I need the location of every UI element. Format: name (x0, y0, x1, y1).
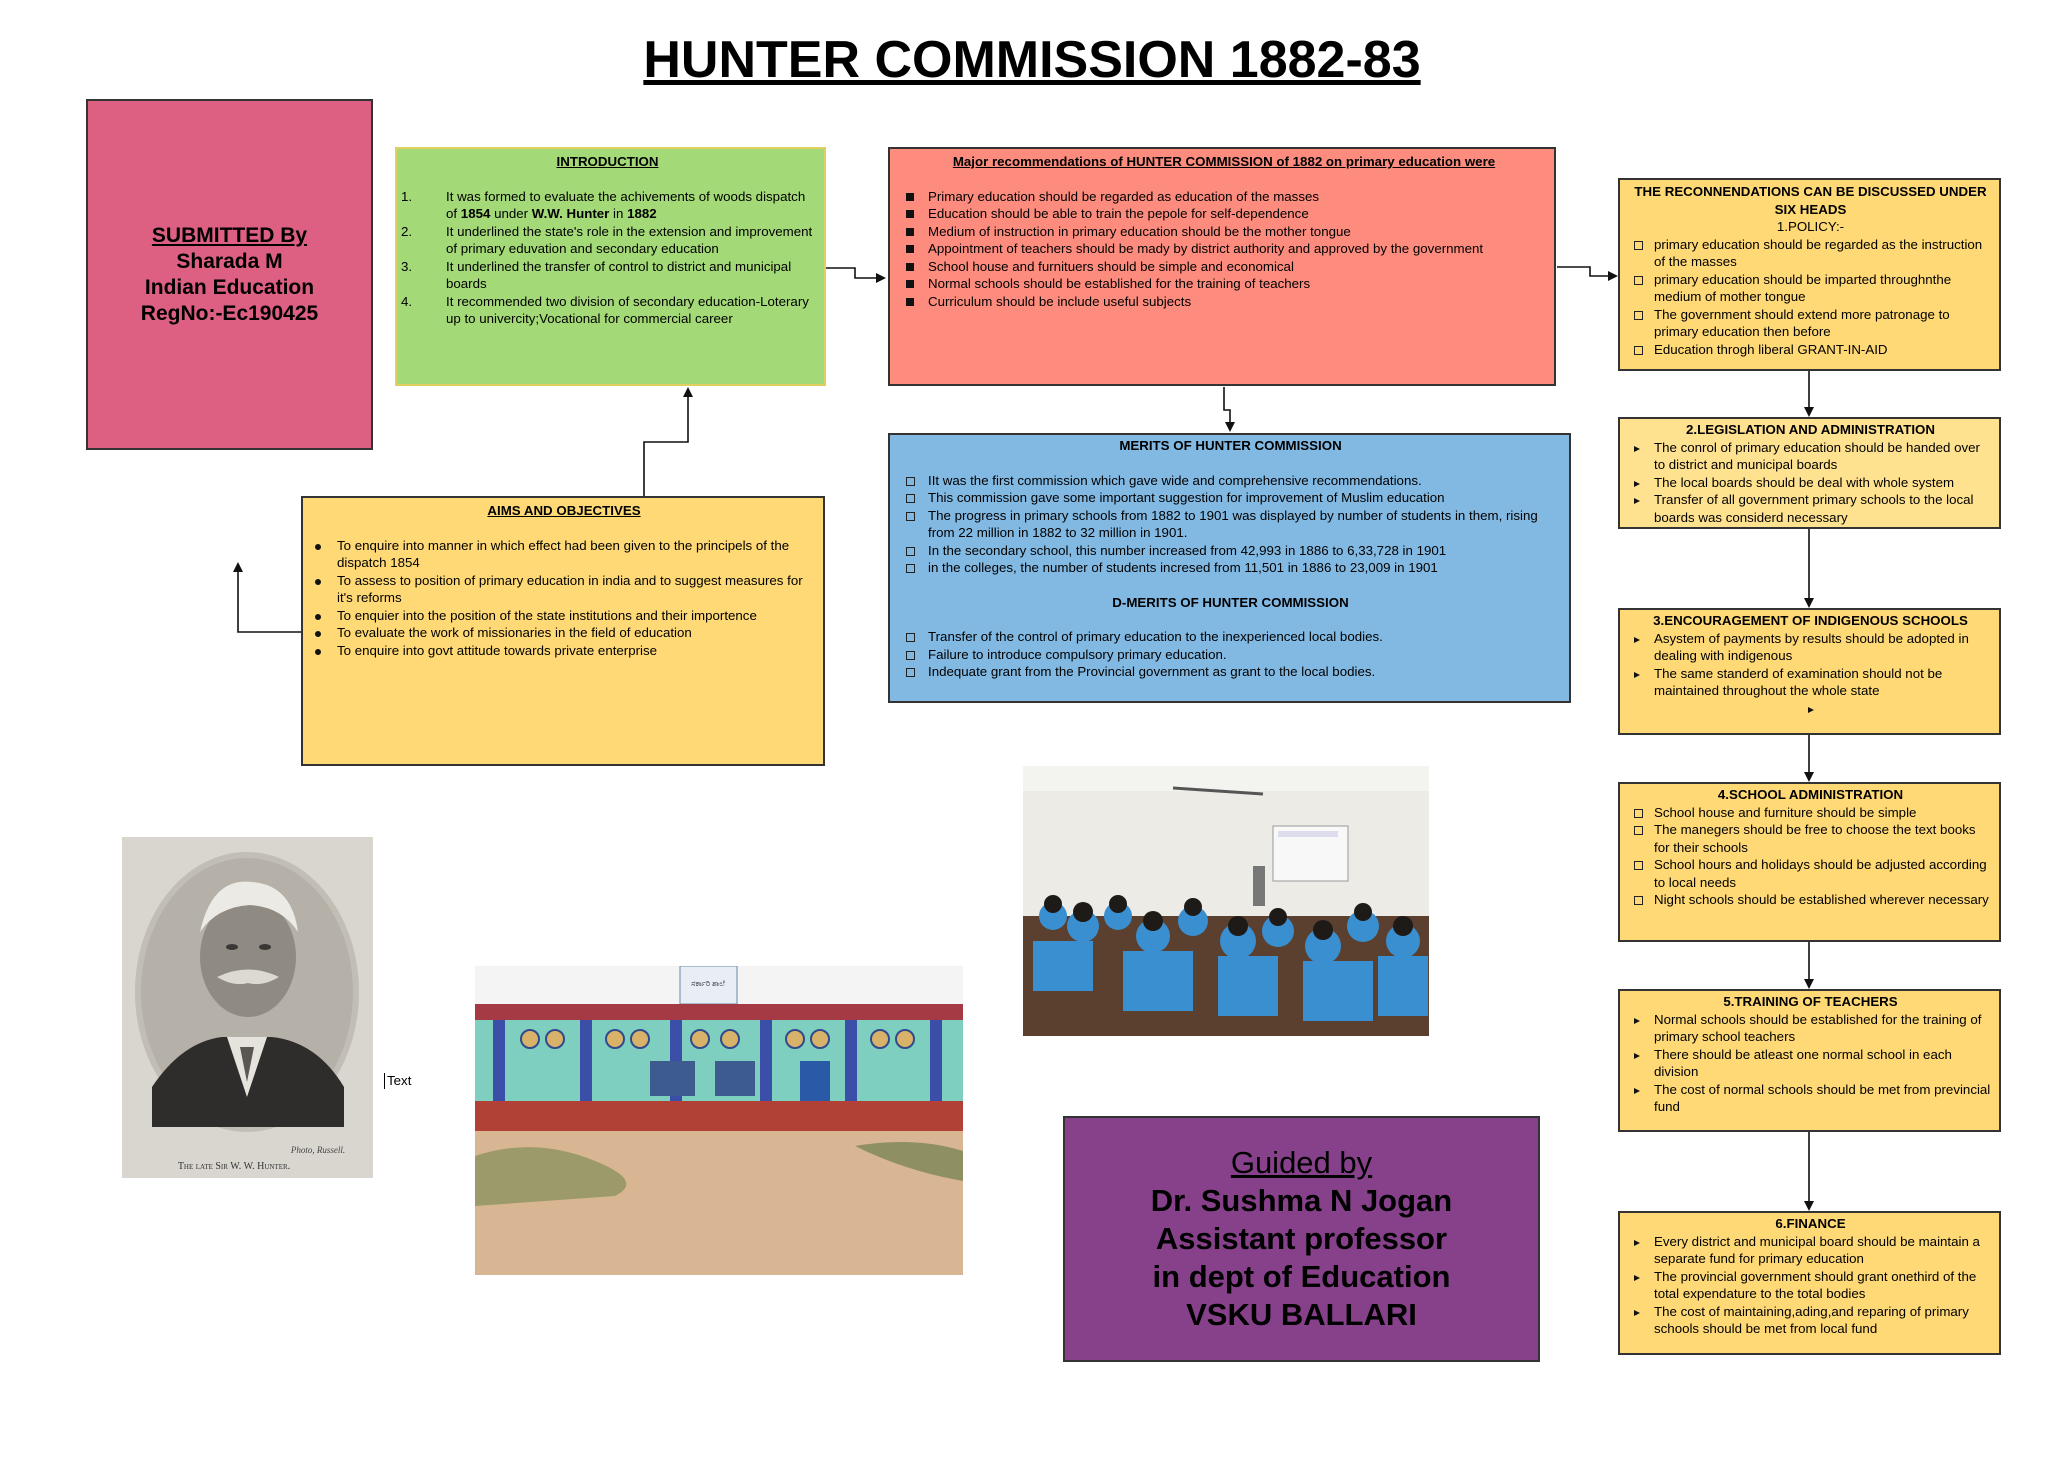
reg-number: RegNo:-Ec190425 (140, 301, 319, 325)
legislation-box (1618, 417, 2001, 529)
merit-item: in the colleges, the number of students incresed from 11,501 in 1886 to 23,009 in 1901 (902, 559, 1559, 577)
demerit-item: Transfer of the control of primary education to the inexperienced local bodies. (902, 628, 1559, 646)
merit-item: The progress in primary schools from 1882 to 1901 was displayed by number of students in them, rising from 22 million in 1882 to 32 million in 1901. (902, 507, 1559, 542)
intro-num: 2. (401, 223, 413, 239)
demerit-item: Indequate grant from the Provincial government as grant to the local bodies. (902, 663, 1559, 681)
school-sign: ಸರ್ಕಾರಿ ಶಾಲೆ (691, 979, 725, 988)
training-item: Normal schools should be established for the training of primary school teachers (1628, 1011, 1993, 1046)
legislation-item: Transfer of all government primary schools to the local boards was considerd necessary (1628, 491, 1993, 526)
major-item: Education should be able to train the pepole for self-dependence (902, 205, 1546, 223)
course-name: Indian Education (144, 275, 315, 299)
submitted-box (86, 99, 373, 450)
school-admin-item: The manegers should be free to choose the text books for their schools (1628, 821, 1993, 856)
arrow-major-to-heads (1557, 267, 1616, 276)
finance-item: The cost of maintaining,ading,and reparing of primary schools should be met from local fund (1628, 1303, 1993, 1338)
encouragement-item: The same standerd of examination should not be maintained throughout the whole state (1628, 665, 1993, 700)
major-recommendations-box (888, 147, 1556, 386)
six-heads-box (1618, 178, 2001, 371)
school-admin-title: 4.SCHOOL ADMINISTRATION (1717, 787, 1904, 802)
major-item: Appointment of teachers should be mady by district authority and approved by the government (902, 240, 1546, 258)
major-item: Medium of instruction in primary education should be the mother tongue (902, 223, 1546, 241)
portrait-credit: Photo, Russell. (290, 1145, 346, 1155)
policy-item: Education throgh liberal GRANT-IN-AID (1628, 341, 1993, 359)
aims-item: To enquire into manner in which effect had been given to the principels of the dispatch 1854 (311, 537, 817, 572)
demerit-item: Failure to introduce compulsory primary education. (902, 646, 1559, 664)
school-admin-item: School hours and holidays should be adjusted according to local needs (1628, 856, 1993, 891)
classroom-photo (1023, 766, 1429, 1036)
policy-item: primary education should be imparted throughnthe medium of mother tongue (1628, 271, 1993, 306)
six-heads-title: THE RECONNENDATIONS CAN BE DISCUSSED UNDER SIX HEADS (1634, 184, 1987, 217)
school-illustration (475, 966, 963, 1275)
submitter-name: Sharada M (176, 249, 283, 273)
policy-item: primary education should be regarded as the instruction of the masses (1628, 236, 1993, 271)
major-item: Normal schools should be established for the training of teachers (902, 275, 1546, 293)
legislation-title: 2.LEGISLATION AND ADMINISTRATION (1686, 422, 1935, 437)
arrow-aims-left (238, 564, 301, 632)
arrow-aims-to-intro (644, 389, 688, 496)
guide-role: Assistant professor (1155, 1221, 1448, 1256)
submitted-heading: SUBMITTED By (151, 223, 308, 247)
school-admin-box (1618, 782, 2001, 942)
major-item: Primary education should be regarded as education of the masses (902, 188, 1546, 206)
text-placeholder: Text (384, 1073, 411, 1089)
finance-item: The provincial government should grant onethird of the total expendature to the total bodies (1628, 1268, 1993, 1303)
merits-title: MERITS OF HUNTER COMMISSION (1119, 438, 1342, 453)
merits-box (888, 433, 1571, 703)
training-item: The cost of normal schools should be met from previncial fund (1628, 1081, 1993, 1116)
encouragement-title: 3.ENCOURAGEMENT OF INDIGENOUS SCHOOLS (1653, 613, 1968, 628)
guided-by-box (1063, 1116, 1540, 1362)
training-box (1618, 989, 2001, 1132)
introduction-title: INTRODUCTION (556, 154, 659, 169)
portrait-illustration (122, 837, 373, 1178)
intro-num: 4. (401, 293, 413, 309)
aims-item: To enquire into govt attitude towards private enterprise (311, 642, 817, 660)
finance-item: Every district and municipal board should be maintain a separate fund for primary education (1628, 1233, 1993, 1268)
intro-item: 2. It underlined the state's role in the extension and improvement of primary eduvation and secondary education (401, 223, 813, 256)
legislation-item: The local boards should be deal with whole system (1628, 474, 1993, 492)
finance-box (1618, 1211, 2001, 1355)
guided-heading: Guided by (1230, 1145, 1373, 1180)
school-building-photo (475, 966, 963, 1275)
intro-item: 1. It was formed to evaluate the achivements of woods dispatch of 1854 under W.W. Hunter in 1882 (401, 188, 806, 221)
intro-num: 3. (401, 258, 413, 274)
merit-item: In the secondary school, this number increased from 42,993 in 1886 to 6,33,728 in 1901 (902, 542, 1559, 560)
aims-item: To assess to position of primary education in india and to suggest measures for it's reforms (311, 572, 817, 607)
policy-subtitle: 1.POLICY:- (1776, 219, 1845, 234)
major-item: Curriculum should be include useful subjects (902, 293, 1546, 311)
guide-name: Dr. Sushma N Jogan (1150, 1183, 1453, 1218)
encouragement-box (1618, 608, 2001, 735)
guide-university: VSKU BALLARI (1186, 1297, 1417, 1332)
policy-item: The government should extend more patronage to primary education then before (1628, 306, 1993, 341)
empty-bullet (1628, 700, 1993, 718)
training-title: 5.TRAINING OF TEACHERS (1723, 994, 1898, 1009)
arrow-intro-to-major (826, 268, 884, 278)
major-item: School house and furnituers should be simple and economical (902, 258, 1546, 276)
aims-objectives-box (301, 496, 825, 766)
aims-title: AIMS AND OBJECTIVES (487, 503, 641, 518)
aims-item: To evaluate the work of missionaries in the field of education (311, 624, 817, 642)
guide-dept: in dept of Education (1152, 1259, 1451, 1294)
legislation-item: The conrol of primary education should be handed over to district and municipal boards (1628, 439, 1993, 474)
major-title: Major recommendations of HUNTER COMMISSION of 1882 on primary education were (952, 154, 1496, 169)
page-title: HUNTER COMMISSION 1882-83 (643, 31, 1421, 89)
hunter-portrait (122, 837, 373, 1178)
merit-item: IIt was the first commission which gave wide and comprehensive recommendations. (902, 472, 1559, 490)
introduction-box (395, 147, 826, 386)
school-admin-item: Night schools should be established wherever necessary (1628, 891, 1993, 909)
intro-item: 4. It recommended two division of secondary education-Loterary up to univercity;Vocational for commercial career (401, 293, 809, 326)
merit-item: This commission gave some important suggestion for improvement of Muslim education (902, 489, 1559, 507)
training-item: There should be atleast one normal school in each division (1628, 1046, 1993, 1081)
portrait-caption: The late Sir W. W. Hunter. (177, 1161, 291, 1172)
aims-item: To enquier into the position of the state institutions and their importence (311, 607, 817, 625)
arrow-major-to-merits (1224, 387, 1230, 430)
encouragement-item: Asystem of payments by results should be adopted in dealing with indigenous (1628, 630, 1993, 665)
classroom-illustration (1023, 766, 1429, 1036)
intro-num: 1. (401, 188, 413, 204)
demerits-title: D-MERITS OF HUNTER COMMISSION (1112, 594, 1349, 610)
intro-item: 3. It underlined the transfer of control to district and municipal boards (401, 258, 792, 291)
school-admin-item: School house and furniture should be simple (1628, 804, 1993, 822)
finance-title: 6.FINANCE (1775, 1216, 1846, 1231)
